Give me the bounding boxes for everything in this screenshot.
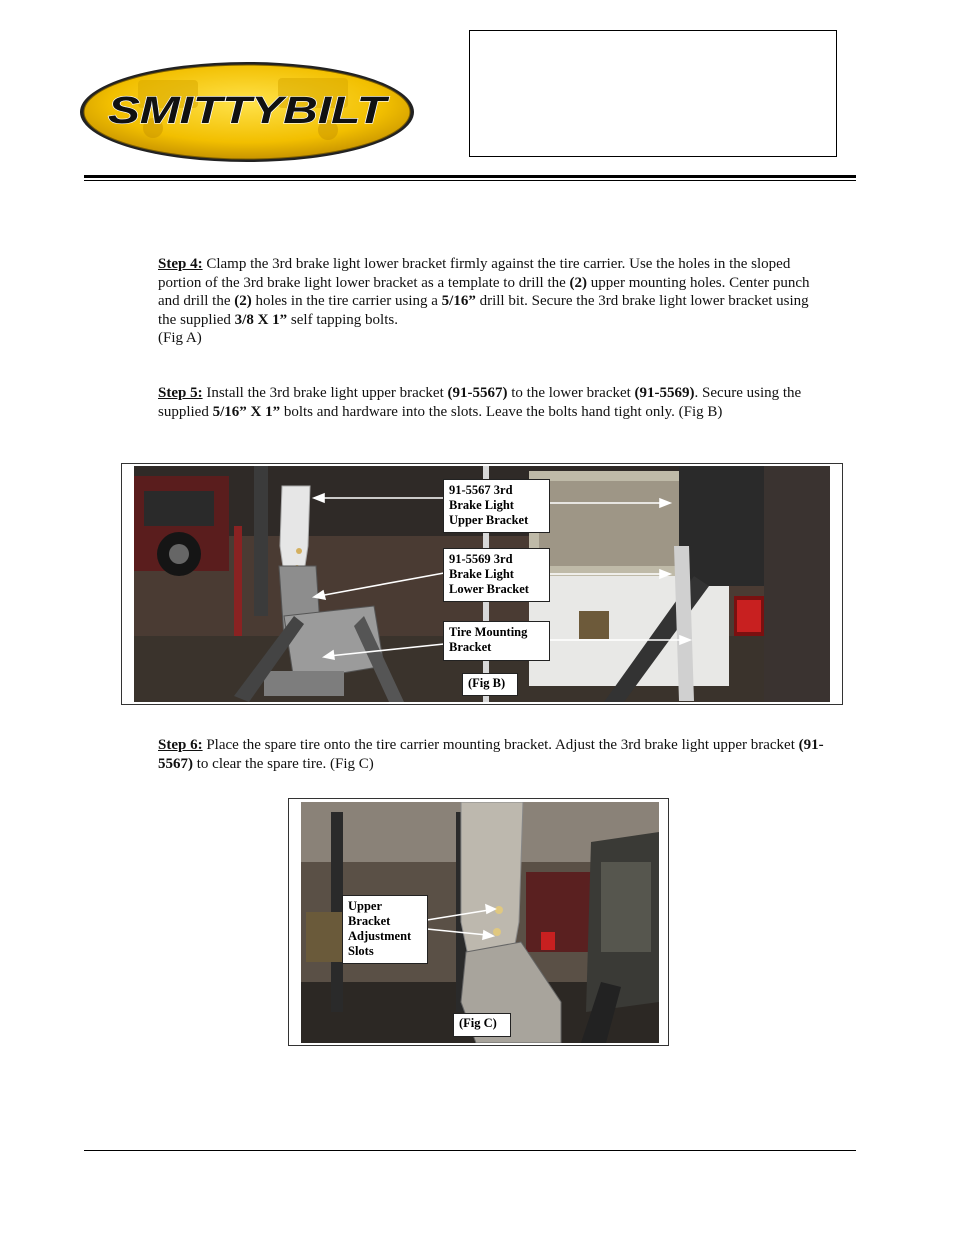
header-rule-thick xyxy=(84,175,856,178)
callout-upper-bracket: 91-5567 3rd Brake Light Upper Bracket xyxy=(443,479,550,533)
step-emphasis: (2) xyxy=(234,293,252,309)
fig-c-caption: (Fig C) xyxy=(453,1013,511,1037)
step-emphasis: (91-5567) xyxy=(158,737,824,772)
fig-c-photo xyxy=(301,802,659,1043)
callout-upper-bracket-adjustment-slots: Upper Bracket Adjustment Slots xyxy=(342,895,428,964)
step-6-paragraph: Step 6: Place the spare tire onto the tire carrier mounting bracket. Adjust the 3rd brake light upper bracket (91-5567) to clear the spare tire. (Fig C) xyxy=(158,737,824,772)
step-label: Step 5: xyxy=(158,385,203,401)
step-label: Step 6: xyxy=(158,737,203,753)
step-emphasis: (91-5567) xyxy=(447,385,508,401)
header-rule-thin xyxy=(84,180,856,181)
step-emphasis: (2) xyxy=(569,274,588,291)
logo-wordmark: SMITTYBILT xyxy=(108,90,390,132)
step-emphasis: 3/8 X 1” xyxy=(234,311,288,328)
header-info-box xyxy=(469,30,837,157)
step-emphasis: (91-5569) xyxy=(634,385,695,401)
step-emphasis: 5/16” xyxy=(441,293,476,309)
callout-lower-bracket: 91-5569 3rd Brake Light Lower Bracket xyxy=(443,548,550,602)
step-emphasis: 5/16” X 1” xyxy=(212,403,281,420)
footer-rule xyxy=(84,1150,856,1151)
callout-tire-mounting-bracket: Tire Mounting Bracket xyxy=(443,621,550,661)
step-5-paragraph: Step 5: Install the 3rd brake light upper bracket (91-5567) to the lower bracket (91-5569). Secure using the supplied 5/16” X 1” bolts and hardware into the slots. Leave the bolts hand tight only. (Fig B) xyxy=(158,385,802,420)
step-label: Step 4: xyxy=(158,256,203,272)
fig-b-photo xyxy=(134,466,830,702)
fig-b-caption: (Fig B) xyxy=(462,673,518,696)
smittybilt-logo xyxy=(78,60,416,164)
step-4-paragraph: Step 4: Clamp the 3rd brake light lower bracket firmly against the tire carrier. Use the holes in the sloped portion of the 3rd brake light lower bracket as a template to drill the (2) upper mounting holes. Center punch and drill the (2) holes in the tire carrier using a 5/16” drill bit. Secure the 3rd brake light lower bracket using the supplied 3/8 X 1” self tapping bolts. (Fig A) xyxy=(158,256,810,346)
